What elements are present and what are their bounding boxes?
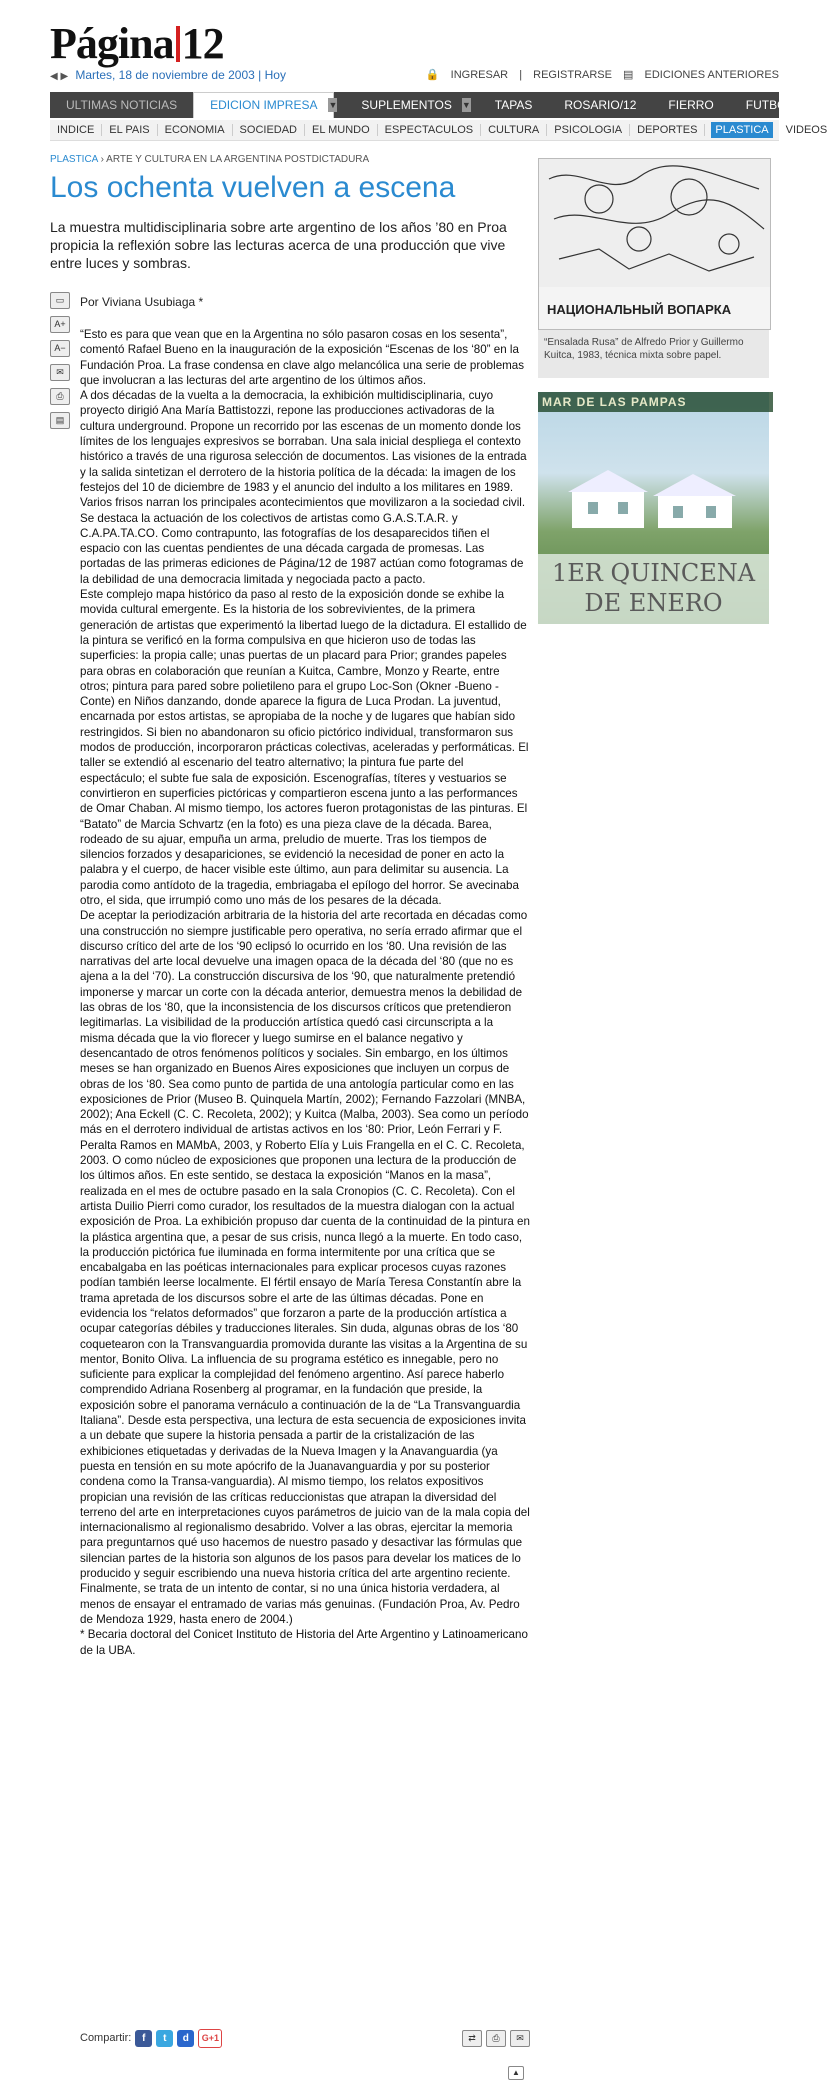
section-indice[interactable]: INDICE <box>50 124 102 136</box>
article-photo[interactable] <box>538 158 771 330</box>
current-date: Martes, 18 de noviembre de 2003 <box>75 68 255 82</box>
register-link[interactable]: REGISTRARSE <box>533 69 612 81</box>
advertisement-banner[interactable] <box>538 392 769 624</box>
font-increase-icon[interactable]: A+ <box>50 316 70 333</box>
breadcrumb-topic: ARTE Y CULTURA EN LA ARGENTINA POSTDICTADURA <box>106 154 370 165</box>
date-nav-arrows-icon[interactable]: ◀ ▶ <box>50 71 69 82</box>
page-title: Los ochenta vuelven a escena <box>50 171 456 204</box>
share-icon[interactable]: ⇄ <box>462 2030 482 2047</box>
section-videos[interactable]: VIDEOS <box>785 124 828 136</box>
delicious-icon[interactable]: d <box>177 2030 194 2047</box>
article-tools <box>50 292 72 436</box>
section-el-mundo[interactable]: EL MUNDO <box>305 124 378 136</box>
article-paragraph: De aceptar la periodización arbitraria de la historia del arte recortada en décadas como una construcción no siempre justificable pero operativa, no sería errado afirmar que el discurso crítico del arte de los ‘90 eclipsó lo ocurrido en los ‘80. Una revisión de las narrativas del arte local devuelve una imagen opaca de la década del ‘80 (que no es ajena a la del ‘70). La construcción discursiva de los ‘90, que naturalmente pretendió imponerse y marcar un corte con la década anterior, demuestra menos la debilidad de las obras de los ‘80, que la inconsistencia de los discursos críticos que pretendieron legitimarlas. La visibilidad de la producción artística quedó casi circunscripta a la misma década que la vio florecer y luego sumirse en el balance negativo y desencantado de otros fenómenos políticos y sociales. Sin embargo, en los últimos meses se han organizado en Buenos Aires exposiciones que incluyen un corpus de obras de los ‘80. Sea como punto de partida de una antología particular como en las exposiciones de Prior (Museo B. Quinquela Martín, 2002); Fernando Fazzolari (MNBA, 2002); Ana Eckell (C. C. Recoleta, 2002); y Kuitca (Malba, 2003). Sea como un período más en el derrotero individual de artistas activos en los ‘80: Prior, León Ferrari y F. Peralta Ramos en MAMbA, 2003, y Roberto Elía y Luis Frangella en el C. C. Recoleta, 2003. O como núcleo de exposiciones que proponen una lectura de la producción de los últimos años. En este sentido, se destaca la exposición “Manos en la masa”, realizada en el mes de octubre pasado en la sala Cronopios (C. C. Recoleta). Con el artista Duilio Pierri como curador, los resultados de la muestra dialogan con la actual exposición de Proa. La exhibición propuso dar cuenta de la continuidad de la pintura en la plástica argentina que, a pesar de sus crisis, nunca llegó a la muerte. En todo caso, la producción pictórica fue iluminada en forma intermitente por una crítica que se encabalgaba en las poéticas internacionales para explicar procesos cuyas razones podían también leerse localmente. El fértil ensayo de María Teresa Constantín abre la trama apretada de los discursos sobre el arte de las últimas décadas. Pone en evidencia los “relatos deformados” que forzaron a parte de la producción artística a ocupar categorías débiles y traducciones literales. Sin duda, algunas obras de los ‘80 coquetearon con la Transvanguardia promovida durante las visitas a la Argentina de su mentor, Bonito Oliva. La influencia de su programa estético es innegable, pero no suficiente para explicar la complejidad del fenómeno argentino. Así parece haberlo comprendido Adriana Rosenberg al programar, en la fundación que preside, la exposición sobre el panorama vernáculo a continuación de la de “La Transvanguardia Italiana”. Desde esta perspectiva, una lectura de esta secuencia de exposiciones invita a un debate que supere la historia pensada a partir de la cristalización de las exhibiciones etiquetadas y derivadas de la Nueva Imagen y la Anavanguardia (ya puesta en tensión en su mote apócrifo de la Juanavanguardia y por su posterior condena como la Transa-vanguardia). Al mismo tiempo, los relatos expositivos propician una revisión de las críticas reduccionistas que atrapan la diversidad del terreno del arte en interpretaciones cuyos parámetros de juicio van de la mala copia del internacionalismo al regionalismo desabrido. Volver a las obras, ejercitar la memoria para preguntarnos qué uso hacemos de nuestro pasado y desactivar las fórmulas que silencian partes de la historia son algunos de los pasos para develar los matices de lo producido y seguir escribiendo una nueva historia crítica del arte argentino reciente. Finalmente, se trata de un intento de contar, si no una única historia verdadera, al menos de ensayar el entramado de varias más genuinas. (Fundación Proa, Av. Pedro de Mendoza 1929, hasta enero de 2004.) <box>80 909 530 1626</box>
font-decrease-icon[interactable]: A− <box>50 340 70 357</box>
nav-suplementos[interactable]: SUPLEMENTOS <box>361 98 452 112</box>
photo-lettering: НАЦИОНАЛЬНЫЙ ВОПАРКА <box>547 302 732 317</box>
section-nav <box>50 120 828 141</box>
share-bar <box>80 2028 530 2048</box>
today-link[interactable]: Hoy <box>264 68 286 82</box>
logo-bar <box>176 26 180 62</box>
breadcrumb-section[interactable]: PLASTICA <box>50 154 98 165</box>
section-deportes[interactable]: DEPORTES <box>630 124 705 136</box>
share-label: Compartir: <box>80 2032 132 2044</box>
article-paragraph: A dos décadas de la vuelta a la democracia, la exhibición multidisciplinaria, cuyo proyecto dirigió Ana María Battistozzi, repone las producciones activadoras de la cultura underground. Propone un recorrido por las escenas de un momento donde los límites de los lenguajes expresivos se borraban. Una sala inicial despliega el contexto histórico a través de una rigurosa selección de documentos. Las visiones de la entrada y la salida sintetizan el derrotero de la historia política de la década: la imagen de los festejos del 10 de diciembre de 1983 y el anuncio del indulto a los militares en 1989. Varios frisos narran los principales acontecimientos que movilizaron a la sociedad civil. Se destaca la actuación de los colectivos de artistas como G.A.S.T.A.R. y C.A.PA.TA.CO. Como contrapunto, las fotografías de los desaparecidos tiñen el espacio con las cuentas pendientes de una década cargada de promesas. Las portadas de las primeras ediciones de Página/12 de 1987 actúan como fotogramas de la debilidad de una democracia limitada y negociada pacto a pacto. <box>80 389 527 586</box>
comment-icon[interactable]: ▭ <box>50 292 70 309</box>
facebook-icon[interactable]: f <box>135 2030 152 2047</box>
ad-promo: 1ER QUINCENA DE ENERO <box>538 554 769 624</box>
nav-tapas[interactable]: TAPAS <box>494 98 533 112</box>
site-logo[interactable]: Página 12 <box>50 19 224 68</box>
back-to-top-icon[interactable]: ▲ <box>508 2066 524 2080</box>
section-psicologia[interactable]: PSICOLOGIA <box>547 124 630 136</box>
section-economia[interactable]: ECONOMIA <box>158 124 233 136</box>
article-lead: La muestra multidisciplinaria sobre arte argentino de los años ’80 en Proa propicia la reflexión sobre las lecturas acerca de una producción que vive entre luces y sombras. <box>50 219 507 271</box>
chevron-down-icon[interactable]: ▼ <box>328 100 338 110</box>
nav-futbol[interactable]: FUTBOL <box>745 98 794 112</box>
photo-caption: “Ensalada Rusa” de Alfredo Prior y Guillermo Kuitca, 1983, técnica mixta sobre papel. <box>538 330 769 378</box>
breadcrumb: PLASTICA › ARTE Y CULTURA EN LA ARGENTINA POSTDICTADURA <box>50 154 370 165</box>
email-icon[interactable]: ✉ <box>50 364 70 381</box>
share-tools <box>462 2030 530 2047</box>
archive-icon: ▤ <box>623 69 634 81</box>
nav-ultimas-noticias[interactable]: ULTIMAS NOTICIAS <box>66 98 178 112</box>
nav-edicion-impresa[interactable]: EDICION IMPRESA <box>193 92 334 118</box>
chevron-down-icon[interactable]: ▼ <box>461 100 471 110</box>
article-author: Por Viviana Usubiaga * <box>80 295 204 309</box>
article-paragraph: Este complejo mapa histórico da paso al resto de la exposición donde se exhibe la movida cultural emergente. Es la historia de los sobrevivientes, de la primera generación de artistas que experimentó la libertad luego de la dictadura. El estallido de la pintura se verificó en la forma compulsiva en que hicieron uso de todas las superficies: la propia calle; unas puertas de un placard para Prior; grandes papeles para obras en colaboración que reunían a Kuitca, Cambre, Monzo y Rearte, entre otros; pintura para pared sobre polietileno para el grupo Loc-Son (Okner -Bueno - Conte) en Niños danzando, donde aparece la figura de Luca Prodan. La juventud, encarnada por estos artistas, se apropiaba de la noche y de lugares que habían sido restringidos. Si bien no abandonaron su oficio pictórico individual, transformaron sus modos de producción, incorporaron prácticas colectivas, aceleradas y performáticas. El taller se extendió al escenario del teatro alternativo; la pintura fue parte del espectáculo; el subte fue sala de exposición. Escenografías, títeres y vestuarios se convirtieron en superficies pictóricas y compartieron escena junto a las performances de Omar Chaban. Al mismo tiempo, los actores fueron protagonistas de las pinturas. El “Batato” de Marcia Schvartz (en la foto) es una pieza clave de la década. Barea, rodeado de su ajuar, empuña un arma, preludio de muerte. Tras los tiempos de silencios forzados y desapariciones, se evidenció la necesidad de poner en acto la palabra y el cuerpo, de hacer visible este último, aun para delimitar su ausencia. La parodia como antídoto de la tragedia, embriagaba el epílogo del horror. Se avecinaba otro, el sida, que irrumpió como uno más de los pesares de la década. <box>80 588 529 907</box>
print-icon[interactable]: ⎙ <box>486 2030 506 2047</box>
save-icon[interactable]: ▤ <box>50 412 70 429</box>
print-icon[interactable]: ⎙ <box>50 388 70 405</box>
lock-icon: 🔒 <box>425 69 440 81</box>
section-plastica[interactable]: PLASTICA <box>711 122 772 138</box>
email-icon[interactable]: ✉ <box>510 2030 530 2047</box>
ad-brand: MAR DE LAS PAMPAS <box>538 392 773 412</box>
section-cultura[interactable]: CULTURA <box>481 124 547 136</box>
login-link[interactable]: INGRESAR <box>450 69 509 81</box>
account-links: 🔒 INGRESAR | REGISTRARSE ▤ EDICIONES ANTERIORES <box>425 69 779 81</box>
section-sociedad[interactable]: SOCIEDAD <box>233 124 305 136</box>
article-body <box>80 327 530 1658</box>
date-bar: ◀ ▶ Martes, 18 de noviembre de 2003 | Hoy 🔒 INGRESAR | REGISTRARSE ▤ EDICIONES ANTERIORES <box>50 68 779 82</box>
author-footnote: * Becaria doctoral del Conicet Instituto de Historia del Arte Argentino y Latinoamericano de la UBA. <box>80 1628 528 1657</box>
ad-houses-illustration <box>558 462 748 532</box>
twitter-icon[interactable]: t <box>156 2030 173 2047</box>
section-el-pais[interactable]: EL PAIS <box>102 124 157 136</box>
article-paragraph: “Esto es para que vean que en la Argentina no sólo pasaron cosas en los sesenta”, comentó Rafael Bueno en la inauguración de la exposición “Escenas de los ‘80” en la Fundación Proa. La frase condensa en clave algo melancólica una serie de problemas que involucran a las lecturas del arte argentino de los últimos años. <box>80 328 525 387</box>
google-plus-icon[interactable]: G+1 <box>198 2029 222 2048</box>
nav-rosario12[interactable]: ROSARIO/12 <box>564 98 637 112</box>
section-espectaculos[interactable]: ESPECTACULOS <box>378 124 481 136</box>
nav-fierro[interactable]: FIERRO <box>668 98 714 112</box>
main-nav <box>50 92 794 118</box>
archive-link[interactable]: EDICIONES ANTERIORES <box>644 69 779 81</box>
sidebar <box>538 158 769 624</box>
